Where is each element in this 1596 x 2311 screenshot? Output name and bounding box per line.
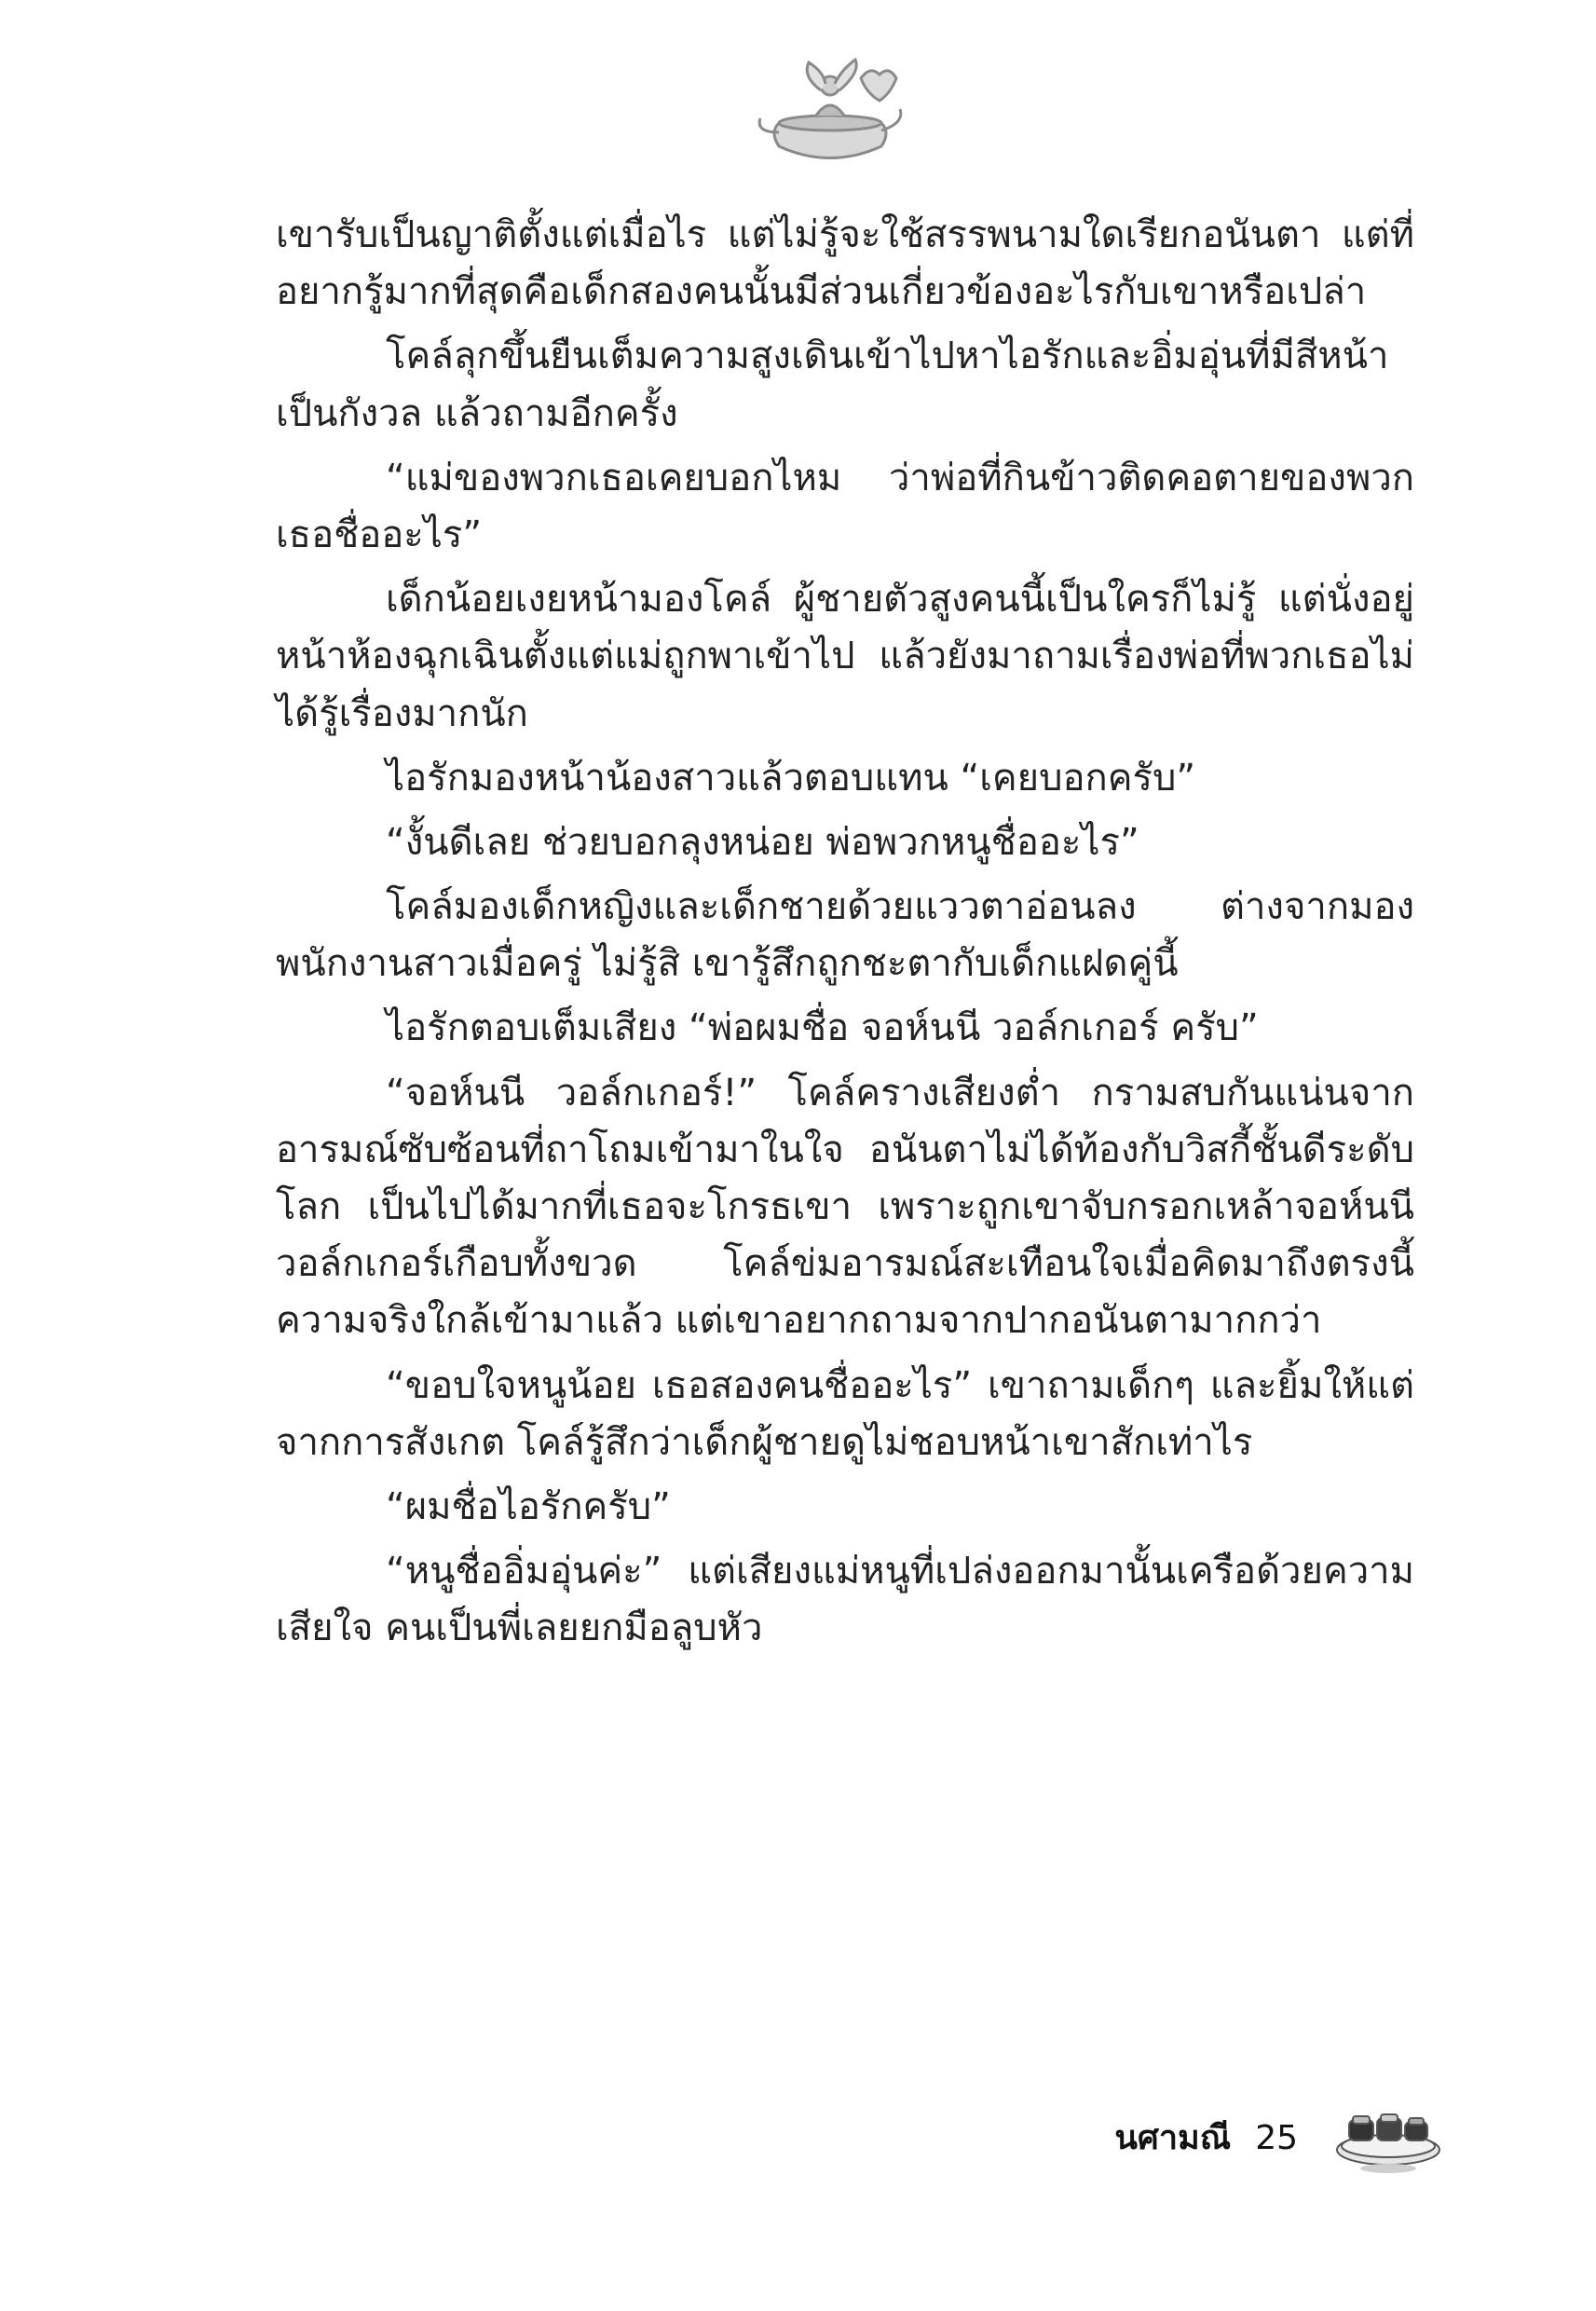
paragraph: ไอรักมองหน้าน้องสาวแล้วตอบแทน “เคยบอกครับ” [386,756,1196,800]
book-title: นศามณี [1114,2119,1232,2157]
paragraph: “หนูชื่ออิ่มอุ่นค่ะ” แต่เสียงแม่หนูที่เปล่งออกมานั้นเครือด้วยความเสียใจ คนเป็นพี่เลยยกมือลูบหัว [276,1550,1414,1650]
paragraph: เด็กน้อยเงยหน้ามองโคล์ ผู้ชายตัวสูงคนนี้เป็นใครก็ไม่รู้ แต่นั่งอยู่หน้าห้องฉุกเฉินตั้งแต่แม่ถูกพาเข้าไป แล้วยังมาถามเรื่องพ่อที่พวกเธอไม่ได้รู้เรื่องมากนัก [276,578,1414,735]
body-text [276,207,1414,1665]
paragraph: โคล์มองเด็กหญิงและเด็กชายด้วยแววตาอ่อนลง ต่างจากมองพนักงานสาวเมื่อครู่ ไม่รู้สิ เขารู้สึกถูกชะตากับเด็กแฝดคู่นี้ [276,885,1414,986]
paragraph: “งั้นดีเลย ช่วยบอกลุงหน่อย พ่อพวกหนูชื่ออะไร” [386,820,1139,864]
paragraph: ไอรักตอบเต็มเสียง “พ่อผมชื่อ จอห์นนี วอล์กเกอร์ ครับ” [386,1006,1259,1050]
page-number: 25 [1255,2119,1298,2157]
sushi-plate-icon [1332,2092,1444,2176]
paragraph: “ขอบใจหนูน้อย เธอสองคนชื่ออะไร” เขาถามเด็กๆ และยิ้มให้แต่จากการสังเกต โคล์รู้สึกว่าเด็กผู้ชายดูไม่ชอบหน้าเขาสักเท่าไร [276,1363,1414,1464]
paragraph: “ผมชื่อไอรักครับ” [386,1484,671,1528]
page-footer [1114,2111,1298,2164]
paragraph: “แม่ของพวกเธอเคยบอกไหม ว่าพ่อที่กินข้าวติดคอตายของพวกเธอชื่ออะไร” [276,456,1414,556]
paragraph: เขารับเป็นญาติตั้งแต่เมื่อไร แต่ไม่รู้จะใช้สรรพนามใดเรียกอนันตา แต่ที่อยากรู้มากที่สุดคือเด็กสองคนนั้นมีส่วนเกี่ยวข้องอะไรกับเขาหรือเปล่า [276,213,1414,314]
cupid-teapot-icon [751,58,909,170]
paragraph: “จอห์นนี วอล์กเกอร์!” โคล์ครางเสียงต่ำ กรามสบกันแน่นจากอารมณ์ซับซ้อนที่ถาโถมเข้ามาในใจ อนันตาไม่ได้ท้องกับวิสกี้ชั้นดีระดับโลก เป็นไปได้มากที่เธอจะโกรธเขา เพราะถูกเขาจับกรอกเหล้าจอห์นนี วอล์กเกอร์เกือบทั้งขวด โคล์ข่มอารมณ์สะเทือนใจเมื่อคิดมาถึงตรงนี้ ความจริงใกล้เข้ามาแล้ว แต่เขาอยากถามจากปากอนันตามากกว่า [276,1071,1414,1343]
paragraph: โคล์ลุกขึ้นยืนเต็มความสูงเดินเข้าไปหาไอรักและอิ่มอุ่นที่มีสีหน้าเป็นกังวล แล้วถามอีกครั้ง [276,335,1389,435]
